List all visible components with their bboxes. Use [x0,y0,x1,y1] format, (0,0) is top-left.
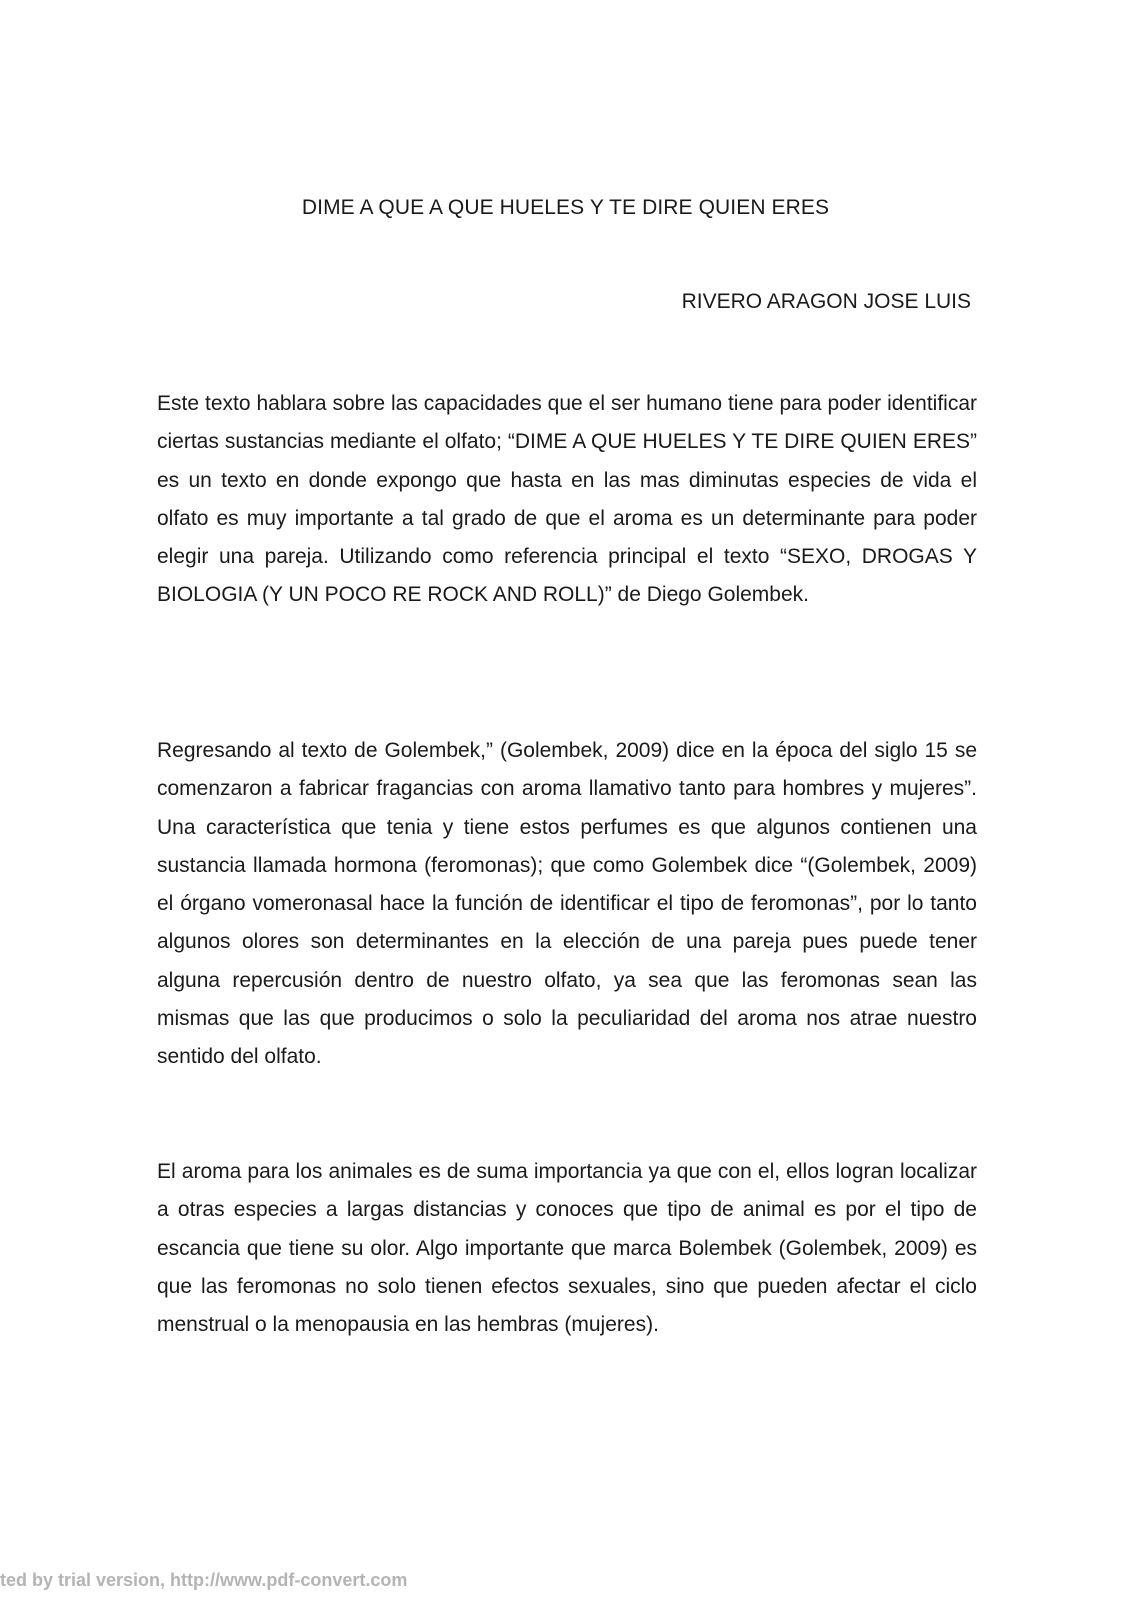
document-title: DIME A QUE A QUE HUELES Y TE DIRE QUIEN ERES [301,196,830,219]
body-paragraph-3: El aroma para los animales es de suma importancia ya que con el, ellos logran localizar a otras especies a largas distancias y conoces que tipo de animal es por el tipo de escancia que tiene su olor. Algo importante que marca Bolembek (Golembek, 2009) es que las feromonas no solo tienen efectos sexuales, sino que pueden afectar el ciclo menstrual o la menopausia en las hembras (mujeres). [157,1160,977,1337]
body-paragraph-1: Este texto hablara sobre las capacidades que el ser humano tiene para poder identificar ciertas sustancias mediante el olfato; “DIME A QUE HUELES Y TE DIRE QUIEN ERES” es un texto en donde expongo que hasta en las mas diminutas especies de vida el olfato es muy importante a tal grado de que el aroma es un determinante para poder elegir una pareja. Utilizando como referencia principal el texto “SEXO, DROGAS Y BIOLOGIA (Y UN POCO RE ROCK AND ROLL)” de Diego Golembek. [157,392,977,607]
trial-watermark: ted by trial version, http://www.pdf-convert.com [0,1570,408,1590]
body-paragraph-2: Regresando al texto de Golembek,” (Golembek, 2009) dice en la época del siglo 15 se comenzaron a fabricar fragancias con aroma llamativo tanto para hombres y mujeres”. Una característica que tenia y tiene estos perfumes es que algunos contienen una sustancia llamada hormona (feromonas); que como Golembek dice “(Golembek, 2009) el órgano vomeronasal hace la función de identificar el tipo de feromonas”, por lo tanto algunos olores son determinantes en la elección de una pareja pues puede tener alguna repercusión dentro de nuestro olfato, ya sea que las feromonas sean las mismas que las que producimos o solo la peculiaridad del aroma nos atrae nuestro sentido del olfato. [157,739,977,1069]
author-name: RIVERO ARAGON JOSE LUIS [681,290,971,313]
